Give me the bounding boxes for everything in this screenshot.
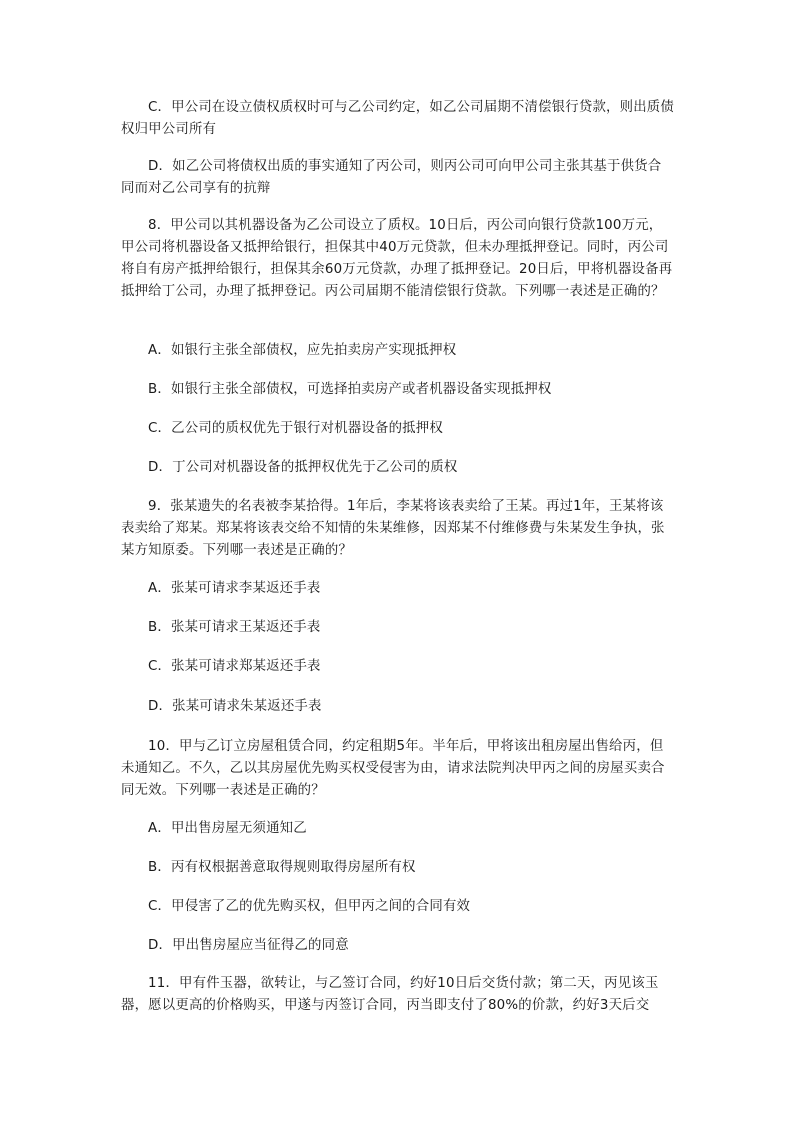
q7-option-c: C．甲公司在设立债权质权时可与乙公司约定，如乙公司届期不清偿银行贷款，则出质债权归甲公司所有 [121,100,674,137]
q8-option-c: C．乙公司的质权优先于银行对机器设备的抵押权 [148,421,443,436]
q7-option-d: D．如乙公司将债权出质的事实通知了丙公司，则丙公司可向甲公司主张其基于供货合同而对乙公司享有的抗辩 [121,159,662,196]
q10-option-b: B．丙有权根据善意取得规则取得房屋所有权 [148,860,416,875]
q11-stem: 11．甲有件玉器，欲转让，与乙签订合同，约好10日后交货付款；第二天，丙见该玉器，愿以更高的价格购买，甲遂与丙签订合同，丙当即支付了80%的价款，约好3天后交 [121,976,659,1013]
q9-option-b: B．张某可请求王某返还手表 [148,620,321,635]
q10-option-d: D．甲出售房屋应当征得乙的同意 [148,938,349,953]
q9-option-c: C．张某可请求郑某返还手表 [148,659,321,674]
q10-stem: 10．甲与乙订立房屋租赁合同，约定租期5年。半年后，甲将该出租房屋出售给丙，但未通知乙。不久，乙以其房屋优先购买权受侵害为由，请求法院判决甲丙之间的房屋买卖合同无效。下列哪一表述是正确的？ [121,739,665,798]
q8-stem: 8．甲公司以其机器设备为乙公司设立了质权。10日后，丙公司向银行贷款100万元，甲公司将机器设备又抵押给银行，担保其中40万元贷款，但未办理抵押登记。同时，丙公司将自有房产抵押给银行，担保其余60万元贷款，办理了抵押登记。20日后，甲将机器设备再抵押给丁公司，办理了抵押登记。丙公司届期不能清偿银行贷款。下列哪一表述是正确的？ [121,218,673,299]
q9-stem: 9．张某遗失的名表被李某拾得。1年后，李某将该表卖给了王某。再过1年，王某将该表卖给了郑某。郑某将该表交给不知情的朱某维修，因郑某不付维修费与朱某发生争执，张某方知原委。下列哪一表述是正确的？ [121,499,665,558]
q8-option-d: D．丁公司对机器设备的抵押权优先于乙公司的质权 [148,460,458,475]
q9-option-d: D．张某可请求朱某返还手表 [148,699,322,714]
q10-option-c: C．甲侵害了乙的优先购买权，但甲丙之间的合同有效 [148,899,471,914]
q8-option-b: B．如银行主张全部债权，可选择拍卖房产或者机器设备实现抵押权 [148,382,552,397]
q9-option-a: A．张某可请求李某返还手表 [148,581,321,596]
q8-option-a: A．如银行主张全部债权，应先拍卖房产实现抵押权 [148,343,457,358]
q10-option-a: A．甲出售房屋无须通知乙 [148,821,307,836]
